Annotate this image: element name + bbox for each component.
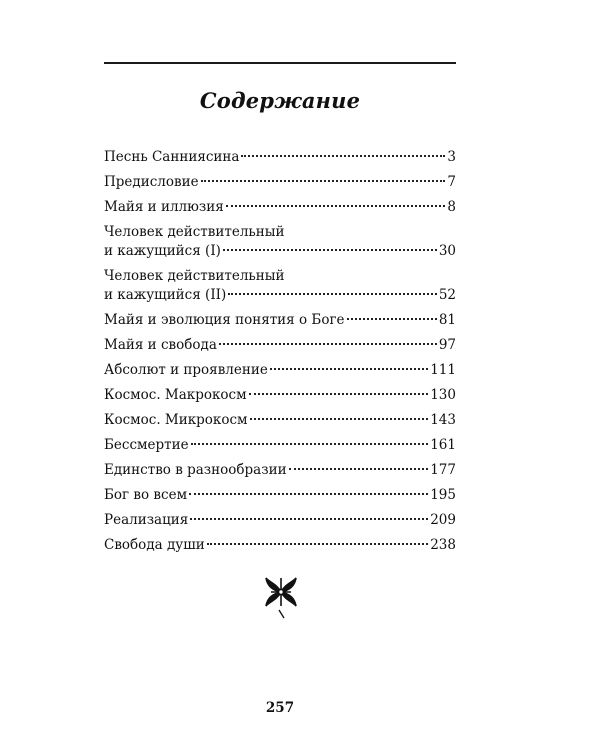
- toc-entry[interactable]: [104, 511, 456, 530]
- dot-leader: [250, 418, 429, 420]
- toc-entry-page: 111: [430, 362, 456, 378]
- dot-leader: [207, 543, 428, 545]
- toc-entry-title: Космос. Макрокосм: [104, 387, 247, 403]
- page-title: Содержание: [199, 88, 361, 113]
- toc-entry-page: 81: [438, 312, 456, 328]
- toc-entry-page: 161: [430, 437, 456, 453]
- toc-entry[interactable]: [104, 461, 456, 480]
- dot-leader: [201, 180, 446, 182]
- dot-leader: [189, 493, 428, 495]
- toc-entry-title: Реализация: [104, 512, 189, 528]
- dot-leader: [219, 343, 437, 345]
- toc-entry[interactable]: [104, 148, 456, 167]
- dot-leader: [190, 518, 428, 520]
- toc-entry[interactable]: [104, 311, 456, 330]
- toc-entry-title: Песнь Санниясина: [104, 149, 240, 165]
- dot-leader: [241, 155, 445, 157]
- toc-entry-page: 7: [447, 174, 456, 190]
- toc-entry-title: Бессмертие: [104, 437, 189, 453]
- dot-leader: [347, 318, 437, 320]
- toc-entry-page: 97: [438, 337, 456, 353]
- toc-entry-page: 143: [430, 412, 456, 428]
- page-number: 257: [265, 700, 295, 716]
- toc-entry[interactable]: [104, 198, 456, 217]
- toc-entry-page: 30: [438, 243, 456, 259]
- toc-entry-page: 3: [447, 149, 456, 165]
- toc-entry-page: 238: [430, 537, 456, 553]
- toc-entry-title: Абсолют и проявление: [104, 362, 268, 378]
- toc-entry-title: Предисловие: [104, 174, 199, 190]
- toc-entry[interactable]: [104, 536, 456, 555]
- toc-entry-title-line2: и кажущийся (II): [104, 287, 227, 303]
- dot-leader: [270, 368, 428, 370]
- toc-entry-page: 177: [430, 462, 456, 478]
- table-of-contents: [104, 148, 456, 561]
- dot-leader: [191, 443, 429, 445]
- toc-entry[interactable]: [104, 223, 456, 261]
- toc-entry-page: 8: [447, 199, 456, 215]
- toc-entry-title: Майя и иллюзия: [104, 199, 224, 215]
- dot-leader: [249, 393, 429, 395]
- toc-entry-page: 209: [430, 512, 456, 528]
- toc-entry-title: Единство в разнообразии: [104, 462, 287, 478]
- toc-entry[interactable]: [104, 267, 456, 305]
- toc-entry-page: 130: [430, 387, 456, 403]
- toc-entry-title: Бог во всем: [104, 487, 188, 503]
- dot-leader: [228, 293, 437, 295]
- toc-entry[interactable]: [104, 486, 456, 505]
- toc-entry-title-line1: Человек действительный: [104, 224, 285, 240]
- dot-leader: [289, 468, 429, 470]
- toc-entry[interactable]: [104, 411, 456, 430]
- dot-leader: [226, 205, 446, 207]
- toc-entry-title: Космос. Микрокосм: [104, 412, 248, 428]
- toc-entry[interactable]: [104, 386, 456, 405]
- toc-entry-title: Майя и эволюция понятия о Боге: [104, 312, 345, 328]
- toc-entry[interactable]: [104, 361, 456, 380]
- toc-entry[interactable]: [104, 436, 456, 455]
- dot-leader: [223, 249, 437, 251]
- toc-entry[interactable]: [104, 336, 456, 355]
- toc-entry-page: 52: [438, 287, 456, 303]
- toc-entry-page: 195: [430, 487, 456, 503]
- toc-entry-title-line1: Человек действительный: [104, 268, 285, 284]
- toc-entry-title: Свобода души: [104, 537, 205, 553]
- toc-entry[interactable]: [104, 173, 456, 192]
- floral-ornament-icon: [263, 574, 299, 624]
- toc-entry-title-line2: и кажущийся (I): [104, 243, 221, 259]
- toc-entry-title: Майя и свобода: [104, 337, 217, 353]
- top-rule: [104, 62, 456, 64]
